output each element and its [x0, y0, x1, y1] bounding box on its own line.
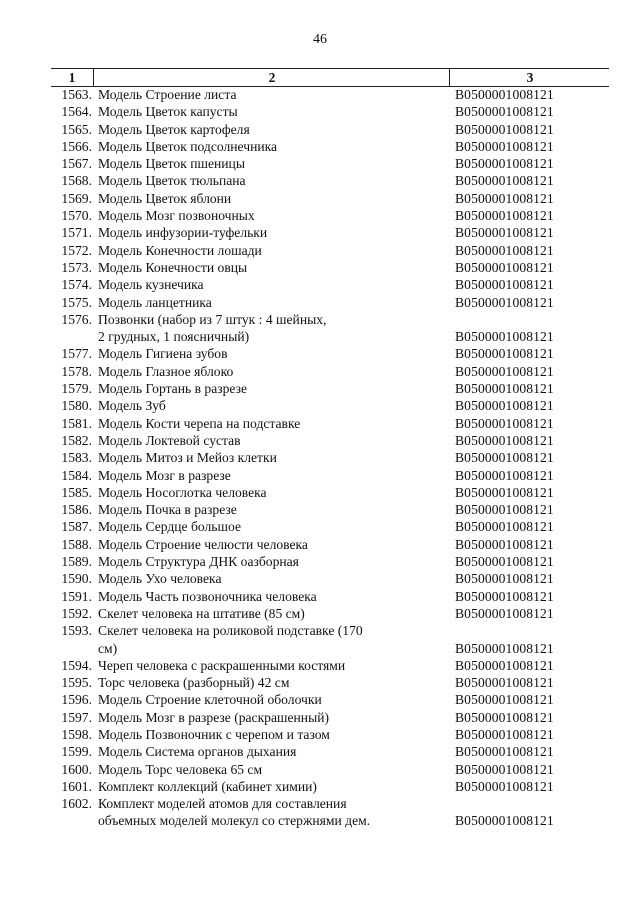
row-code: B0500001008121 [455, 675, 554, 691]
table-row [0, 536, 640, 553]
row-name-line: 2 грудных, 1 поясничный) [98, 329, 250, 345]
table-row [0, 761, 640, 778]
table-row [0, 484, 640, 501]
table-row [0, 259, 640, 276]
table-row [0, 363, 640, 380]
row-name-line: Модель Цветок капусты [98, 104, 238, 120]
row-code: B0500001008121 [455, 554, 554, 570]
row-number: 1576. [61, 311, 92, 327]
row-name [98, 674, 448, 691]
row-name-line: Модель Глазное яблоко [98, 363, 234, 379]
row-number: 1592. [61, 605, 92, 621]
row-number: 1581. [61, 415, 92, 431]
row-code: B0500001008121 [455, 346, 554, 362]
row-name-line: Модель Локтевой сустав [98, 432, 241, 448]
row-code: B0500001008121 [455, 294, 554, 310]
row-code: B0500001008121 [455, 381, 554, 397]
row-number: 1589. [61, 554, 92, 570]
row-code: B0500001008121 [455, 242, 554, 258]
row-code: B0500001008121 [455, 640, 554, 656]
row-name-line: Модель Цветок тюльпана [98, 173, 246, 189]
table-row [0, 207, 640, 224]
row-name-line: Позвонки (набор из 7 штук : 4 шейных, [98, 311, 327, 327]
table-row [0, 190, 640, 207]
row-code: B0500001008121 [455, 87, 554, 102]
row-name-line: Комплект моделей атомов для составления [98, 796, 347, 812]
row-name [98, 795, 448, 830]
row-name-line: Модель Часть позвоночника человека [98, 588, 317, 604]
table-row [0, 743, 640, 760]
row-name-line: Модель ланцетника [98, 294, 212, 310]
row-code: B0500001008121 [455, 121, 554, 137]
row-name [98, 103, 448, 120]
row-code: B0500001008121 [455, 467, 554, 483]
row-name [98, 155, 448, 172]
table-row [0, 553, 640, 570]
row-code: B0500001008121 [455, 605, 554, 621]
row-number: 1570. [61, 208, 92, 224]
row-name-line: Модель Мозг позвоночных [98, 208, 255, 224]
table-row [0, 86, 640, 103]
row-number: 1600. [61, 761, 92, 777]
table-row [0, 691, 640, 708]
table-row [0, 467, 640, 484]
row-name-line: Череп человека с раскрашенными костями [98, 657, 346, 673]
row-name [98, 190, 448, 207]
row-code: B0500001008121 [455, 156, 554, 172]
header-col-1: 1 [68, 70, 76, 85]
table-row [0, 605, 640, 622]
row-name-line: Модель Строение клеточной оболочки [98, 692, 322, 708]
table-row [0, 415, 640, 432]
row-name [98, 605, 448, 622]
row-name-line: Модель Носоглотка человека [98, 484, 267, 500]
table-row [0, 726, 640, 743]
table-row [0, 380, 640, 397]
row-name [98, 622, 448, 657]
row-number: 1563. [61, 87, 92, 102]
row-name [98, 380, 448, 397]
row-number: 1594. [61, 657, 92, 673]
row-number: 1593. [61, 623, 92, 639]
row-number: 1567. [61, 156, 92, 172]
row-name [98, 276, 448, 293]
row-name-line: Модель инфузории-туфельки [98, 225, 268, 241]
row-name-line: Модель Цветок пшеницы [98, 156, 245, 172]
row-code: B0500001008121 [455, 484, 554, 500]
row-name-line: Модель Зуб [98, 398, 166, 414]
row-code: B0500001008121 [455, 138, 554, 154]
row-number: 1564. [61, 104, 92, 120]
row-code: B0500001008121 [455, 363, 554, 379]
row-name [98, 172, 448, 189]
row-number: 1577. [61, 346, 92, 362]
row-name [98, 501, 448, 518]
row-name-line: объемных моделей молекул со стержнями дем. [98, 813, 371, 829]
row-code: B0500001008121 [455, 571, 554, 587]
row-name-line: Модель Торс человека 65 см [98, 761, 263, 777]
row-name-line: см) [98, 640, 118, 656]
row-name-line: Модель Мозг в разрезе (раскрашенный) [98, 709, 330, 725]
row-name [98, 121, 448, 138]
row-name [98, 138, 448, 155]
row-number: 1598. [61, 726, 92, 742]
row-number: 1591. [61, 588, 92, 604]
row-number: 1578. [61, 363, 92, 379]
row-name [98, 778, 448, 795]
row-name [98, 311, 448, 346]
row-number: 1587. [61, 519, 92, 535]
table-row [0, 397, 640, 414]
row-name [98, 224, 448, 241]
row-number: 1582. [61, 432, 92, 448]
row-code: B0500001008121 [455, 190, 554, 206]
row-code: B0500001008121 [455, 536, 554, 552]
row-name [98, 743, 448, 760]
row-name [98, 761, 448, 778]
row-name-line: Модель Цветок картофеля [98, 121, 250, 137]
row-number: 1583. [61, 450, 92, 466]
row-name [98, 397, 448, 414]
row-number: 1596. [61, 692, 92, 708]
row-name-line: Модель Строение челюсти человека [98, 536, 308, 552]
row-name [98, 467, 448, 484]
row-code: B0500001008121 [455, 415, 554, 431]
row-code: B0500001008121 [455, 761, 554, 777]
row-name [98, 726, 448, 743]
row-name [98, 536, 448, 553]
table-row [0, 242, 640, 259]
table-row [0, 121, 640, 138]
row-code: B0500001008121 [455, 104, 554, 120]
row-name [98, 294, 448, 311]
row-name-line: Скелет человека на штативе (85 см) [98, 605, 305, 621]
table-row [0, 172, 640, 189]
table-row [0, 294, 640, 311]
row-number: 1572. [61, 242, 92, 258]
row-name-line: Модель Митоз и Мейоз клетки [98, 450, 277, 466]
row-number: 1580. [61, 398, 92, 414]
table-header [51, 68, 609, 87]
row-number: 1569. [61, 190, 92, 206]
row-name-line: Модель Структура ДНК оазборная [98, 554, 299, 570]
table-row [0, 518, 640, 535]
row-code: B0500001008121 [455, 519, 554, 535]
row-name-line: Модель Мозг в разрезе [98, 467, 231, 483]
row-code: B0500001008121 [455, 432, 554, 448]
row-name [98, 449, 448, 466]
table-row [0, 103, 640, 120]
row-number: 1602. [61, 796, 92, 812]
row-code: B0500001008121 [455, 173, 554, 189]
row-name [98, 259, 448, 276]
row-code: B0500001008121 [455, 502, 554, 518]
row-code: B0500001008121 [455, 329, 554, 345]
table-row [0, 709, 640, 726]
row-number: 1573. [61, 259, 92, 275]
table-row [0, 674, 640, 691]
table-row [0, 155, 640, 172]
table-row [0, 501, 640, 518]
row-code: B0500001008121 [455, 259, 554, 275]
row-name [98, 345, 448, 362]
row-name-line: Модель Система органов дыхания [98, 744, 297, 760]
row-code: B0500001008121 [455, 726, 554, 742]
row-number: 1566. [61, 138, 92, 154]
row-code: B0500001008121 [455, 657, 554, 673]
row-name-line: Торс человека (разборный) 42 см [98, 675, 290, 691]
header-col-2: 2 [93, 69, 450, 86]
row-number: 1579. [61, 381, 92, 397]
row-number: 1568. [61, 173, 92, 189]
row-number: 1597. [61, 709, 92, 725]
row-name-line: Модель Конечности овцы [98, 259, 248, 275]
row-name-line: Комплект коллекций (кабинет химии) [98, 778, 317, 794]
table-row [0, 622, 640, 657]
row-name [98, 570, 448, 587]
row-code: B0500001008121 [455, 692, 554, 708]
row-name-line: Модель Почка в разрезе [98, 502, 237, 518]
row-code: B0500001008121 [455, 744, 554, 760]
row-name-line: Модель Кости черепа на подставке [98, 415, 301, 431]
row-number: 1571. [61, 225, 92, 241]
row-number: 1584. [61, 467, 92, 483]
row-number: 1599. [61, 744, 92, 760]
row-code: B0500001008121 [455, 450, 554, 466]
row-name-line: Модель Конечности лошади [98, 242, 262, 258]
row-name-line: Модель Цветок яблони [98, 190, 232, 206]
table-row [0, 224, 640, 241]
row-name [98, 588, 448, 605]
row-name-line: Модель Сердце большое [98, 519, 241, 535]
row-name-line: Скелет человека на роликовой подставке (170 [98, 623, 363, 639]
row-number: 1585. [61, 484, 92, 500]
table-row [0, 588, 640, 605]
table-row [0, 345, 640, 362]
row-code: B0500001008121 [455, 225, 554, 241]
table-row [0, 432, 640, 449]
row-name-line: Модель Гигиена зубов [98, 346, 228, 362]
page-number: 46 [313, 32, 327, 47]
row-number: 1574. [61, 277, 92, 293]
table-body [0, 86, 640, 830]
row-number: 1575. [61, 294, 92, 310]
row-name-line: Модель Гортань в разрезе [98, 381, 247, 397]
row-name-line: Модель Строение листа [98, 87, 237, 102]
row-name [98, 484, 448, 501]
row-number: 1588. [61, 536, 92, 552]
row-code: B0500001008121 [455, 208, 554, 224]
row-name [98, 207, 448, 224]
row-number: 1595. [61, 675, 92, 691]
row-name [98, 86, 448, 103]
row-name-line: Модель Позвоночник с черепом и тазом [98, 726, 330, 742]
row-name [98, 709, 448, 726]
row-name [98, 415, 448, 432]
row-number: 1586. [61, 502, 92, 518]
row-code: B0500001008121 [455, 588, 554, 604]
table-row [0, 276, 640, 293]
table-row [0, 570, 640, 587]
row-name [98, 691, 448, 708]
table-row [0, 657, 640, 674]
row-number: 1565. [61, 121, 92, 137]
row-name-line: Модель Цветок подсолнечника [98, 138, 278, 154]
row-name [98, 553, 448, 570]
row-name-line: Модель кузнечика [98, 277, 204, 293]
table-row [0, 449, 640, 466]
row-name [98, 432, 448, 449]
row-code: B0500001008121 [455, 398, 554, 414]
table-row [0, 138, 640, 155]
table-row [0, 778, 640, 795]
row-name-line: Модель Ухо человека [98, 571, 222, 587]
row-name [98, 242, 448, 259]
row-code: B0500001008121 [455, 778, 554, 794]
row-name [98, 657, 448, 674]
header-col-3: 3 [449, 69, 610, 86]
row-name [98, 518, 448, 535]
row-code: B0500001008121 [455, 813, 554, 829]
row-code: B0500001008121 [455, 277, 554, 293]
table-row [0, 795, 640, 830]
table-row [0, 311, 640, 346]
row-code: B0500001008121 [455, 709, 554, 725]
row-number: 1601. [61, 778, 92, 794]
row-number: 1590. [61, 571, 92, 587]
row-name [98, 363, 448, 380]
